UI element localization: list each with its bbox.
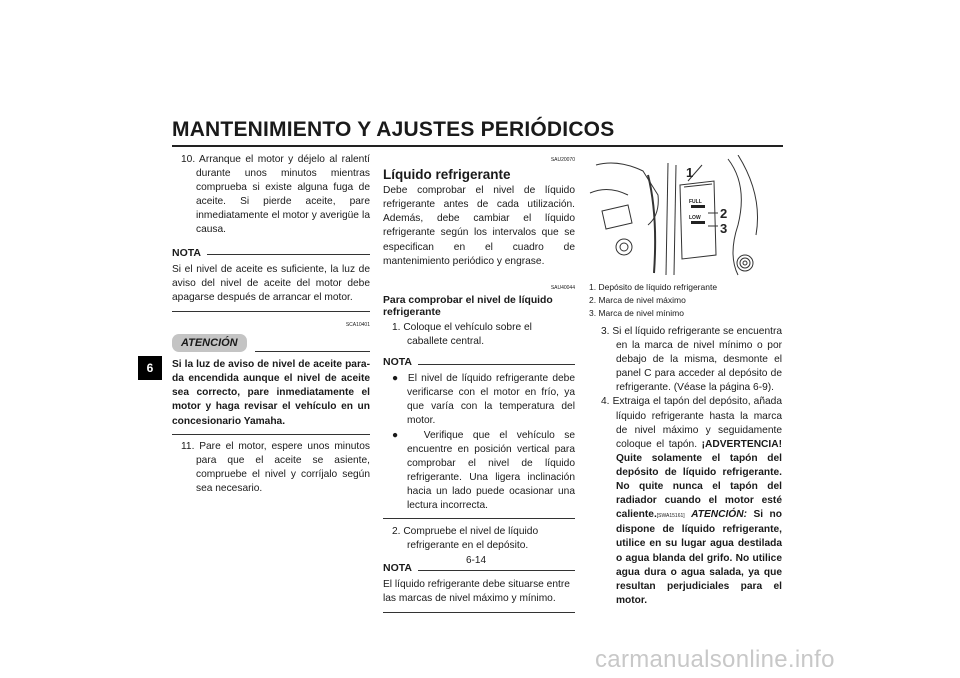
bullet-item <box>383 372 575 428</box>
nota-label: NOTA <box>383 356 412 369</box>
watermark: carmanualsonline.info <box>595 646 835 673</box>
nota-text: Si el nivel de aceite es suficiente, la luz de aviso del nivel de aceite del motor debe apagarse después de arrancar el motor. <box>172 263 370 303</box>
step-1: 1. Coloque el vehículo sobre el caballete central. <box>392 321 532 347</box>
step-2: 2. Compruebe el nivel de líquido refrigerante en el depósito. <box>392 526 539 552</box>
step-3: 3. Si el líquido refrigerante se encuentra en la marca de nivel mínimo o por debajo de la misma, desmonte el panel C para acceder al depósito de refrigerante. (Véase la página 6-9). <box>601 326 782 394</box>
callout-3: 3 <box>720 221 728 236</box>
callout-2: 2 <box>720 206 728 221</box>
callout-1: 1 <box>686 165 694 180</box>
attention-text: Si no dispone de líquido refrigerante, utilice en su lugar agua destilada o agua blanda del grifo. No utilice agua dura o agua salada, ya que resultan perjudiciales para el motor. <box>616 509 782 606</box>
section-intro: Debe comprobar el nivel de líquido refrigerante antes de cada utilización. Además, debe cambiar el líquido refrigerante según los intervalos que se especifican en el cuadro de mantenimiento periódico y engrase. <box>383 185 575 267</box>
nota-rule <box>418 364 575 365</box>
nota-header <box>383 355 575 369</box>
nota-end-rule <box>172 311 370 312</box>
warning-text: Quite solamente el tapón del depósito de líquido refrigerante. No quite nunca el tapón del radiador cuando el motor esté caliente. <box>616 452 782 521</box>
figure-captions <box>589 281 779 320</box>
chapter-tab: 6 <box>138 356 162 380</box>
coolant-reservoir-figure <box>588 155 783 277</box>
nota-label: NOTA <box>383 562 412 575</box>
step-4-text: 4. Extraiga el tapón del depósito, añada líquido refrigerante hasta la marca de nivel máximo y seguidamente coloque el tapón. <box>601 396 782 450</box>
low-mark-label: LOW <box>689 215 701 221</box>
attention-rule <box>255 351 370 352</box>
section-title: Líquido refrigerante <box>383 167 511 183</box>
nota-end-rule <box>383 518 575 519</box>
caption-item: 3. Marca de nivel mínimo <box>589 308 684 318</box>
full-mark-label: FULL <box>689 199 702 205</box>
title-divider <box>172 145 783 147</box>
bullet-item <box>383 429 575 514</box>
step-10: 10. Arranque el motor y déjelo al ralentí durante unos minutos mientras comprueba si existe alguna fuga de aceite. Si pierde aceite, pare inmediatamente el motor y averigüe la causa. <box>181 154 370 236</box>
caption-item: 1. Depósito de líquido refrigerante <box>589 282 718 292</box>
step-4 <box>592 395 782 607</box>
attention-badge: ATENCIÓN <box>172 334 247 352</box>
nota-end-rule <box>383 612 575 613</box>
bullet-dot: ● <box>392 373 408 385</box>
section-code: SAU20070 <box>550 157 575 163</box>
caption-item: 2. Marca de nivel máximo <box>589 295 686 305</box>
subsection-title: Para comprobar el nivel de líquido refrigerante <box>383 294 553 318</box>
step-11: 11. Pare el motor, espere unos minutos para que el aceite se asiente, compruebe el nivel y corríjalo según sea necesario. <box>181 440 370 494</box>
nota-text: El líquido refrigerante debe situarse entre las marcas de nivel máximo y mínimo. <box>383 579 570 605</box>
bullet-text: Verifique que el vehículo se encuentre en posición vertical para comprobar el nivel de líquido refrigerante. Una ligera inclinación hacia un lado puede ocasionar una lectura incorrecta. <box>407 429 575 511</box>
page-number: 6-14 <box>466 555 487 566</box>
left-column <box>172 153 370 496</box>
warning-label: ¡ADVERTENCIA! <box>701 438 782 450</box>
nota-header <box>172 246 370 260</box>
page-title: MANTENIMIENTO Y AJUSTES PERIÓDICOS <box>172 118 615 141</box>
nota-label: NOTA <box>172 246 201 259</box>
right-column <box>592 325 782 608</box>
warning-code: [SWA15161] <box>656 513 685 520</box>
middle-column <box>383 153 575 613</box>
attention-code: SCA10401 <box>345 321 370 328</box>
attention-label: ATENCIÓN: <box>691 509 747 521</box>
attention-header <box>172 334 370 352</box>
attention-end-rule <box>172 434 370 435</box>
attention-text: Si la luz de aviso de nivel de aceite para-da encendida aunque el nivel de aceite sea correcto, pare inmediatamente el motor y haga revisar el vehículo en un concesionario Yamaha. <box>172 359 370 427</box>
bullet-text: El nivel de líquido refrigerante debe verificarse con el motor en frío, ya que varía con la temperatura del motor. <box>407 373 575 427</box>
nota-rule <box>418 570 575 571</box>
reservoir-illustration <box>588 155 783 277</box>
nota-rule <box>207 254 370 255</box>
subsection-code: SAU40044 <box>550 284 575 291</box>
bullet-dot: ● <box>392 429 424 441</box>
